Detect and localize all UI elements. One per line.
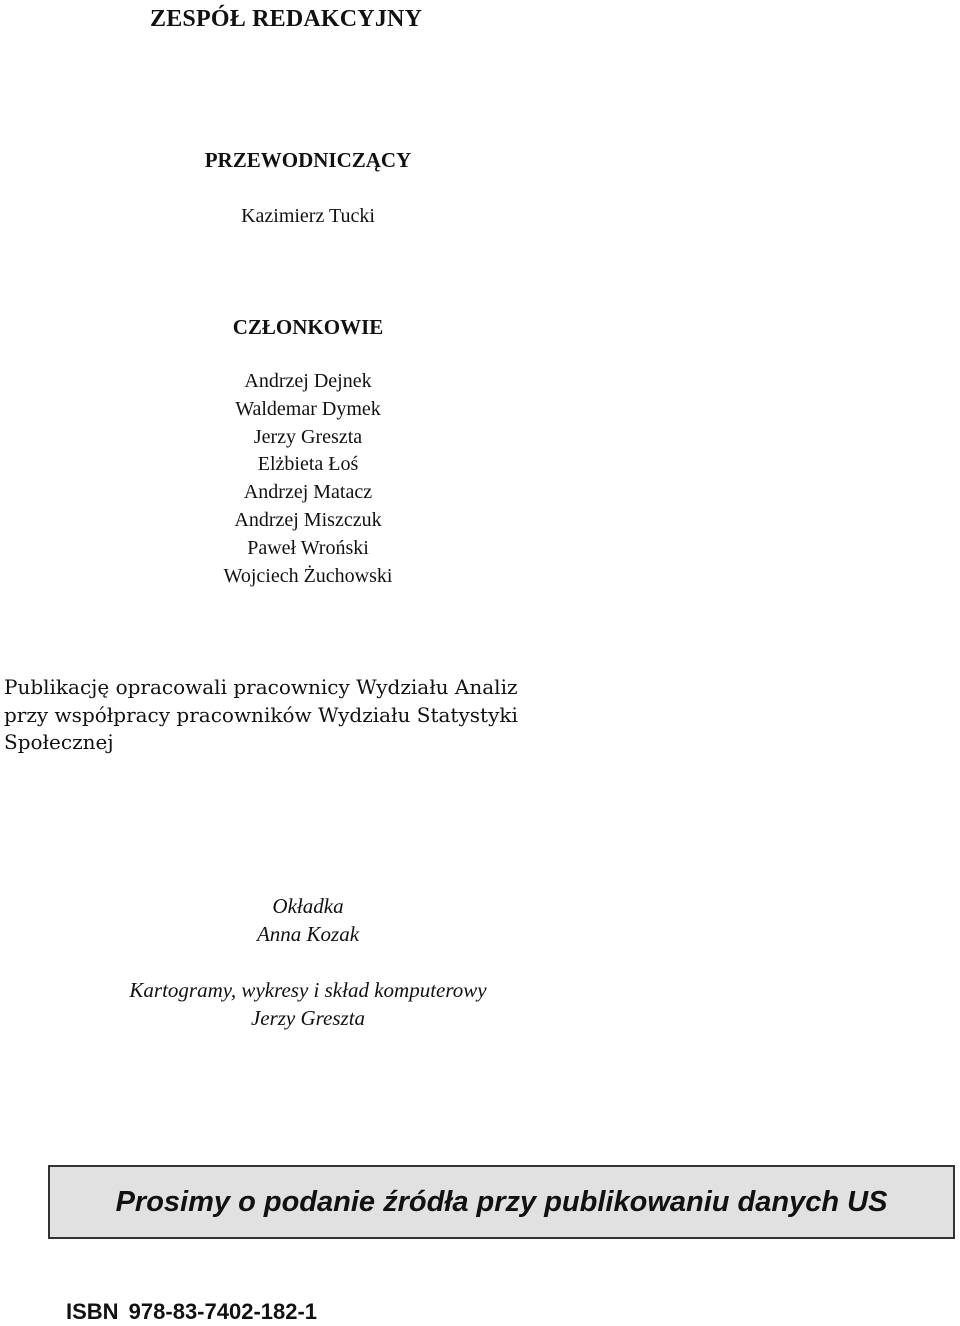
source-notice-box <box>48 1165 955 1239</box>
isbn-number: ISBN 978-83-7402-182-1 <box>66 1299 318 1324</box>
member-name: Waldemar Dymek <box>235 397 381 420</box>
member-name: Elżbieta Łoś <box>257 453 359 476</box>
member-name: Andrzej Miszczuk <box>234 508 382 531</box>
source-notice-text: Prosimy o podanie źródła przy publikowaniu danych US <box>115 1186 888 1218</box>
member-name: Andrzej Dejnek <box>244 370 372 392</box>
member-name: Jerzy Greszta <box>253 425 363 448</box>
chair-heading: PRZEWODNICZĄCY <box>204 148 412 172</box>
maps-author: Jerzy Greszta <box>250 1006 366 1030</box>
members-heading: CZŁONKOWIE <box>232 315 384 339</box>
member-name: Wojciech Żuchowski <box>223 564 393 587</box>
preparation-note-line: Społecznej <box>4 730 114 754</box>
members-list <box>0 368 616 590</box>
member-name: Paweł Wroński <box>247 536 369 559</box>
maps-label: Kartogramy, wykresy i skład komputerowy <box>129 978 487 1002</box>
preparation-note <box>4 674 604 757</box>
cover-label: Okładka <box>272 894 344 918</box>
preparation-note-line: Publikację opracowali pracownicy Wydziału Analiz <box>4 675 518 699</box>
chair-name: Kazimierz Tucki <box>241 205 375 227</box>
preparation-note-line: przy współpracy pracowników Wydziału Statystyki <box>4 702 518 727</box>
page-title: ZESPÓŁ REDAKCYJNY <box>150 6 423 32</box>
cover-author: Anna Kozak <box>256 922 360 946</box>
member-name: Andrzej Matacz <box>243 481 373 504</box>
